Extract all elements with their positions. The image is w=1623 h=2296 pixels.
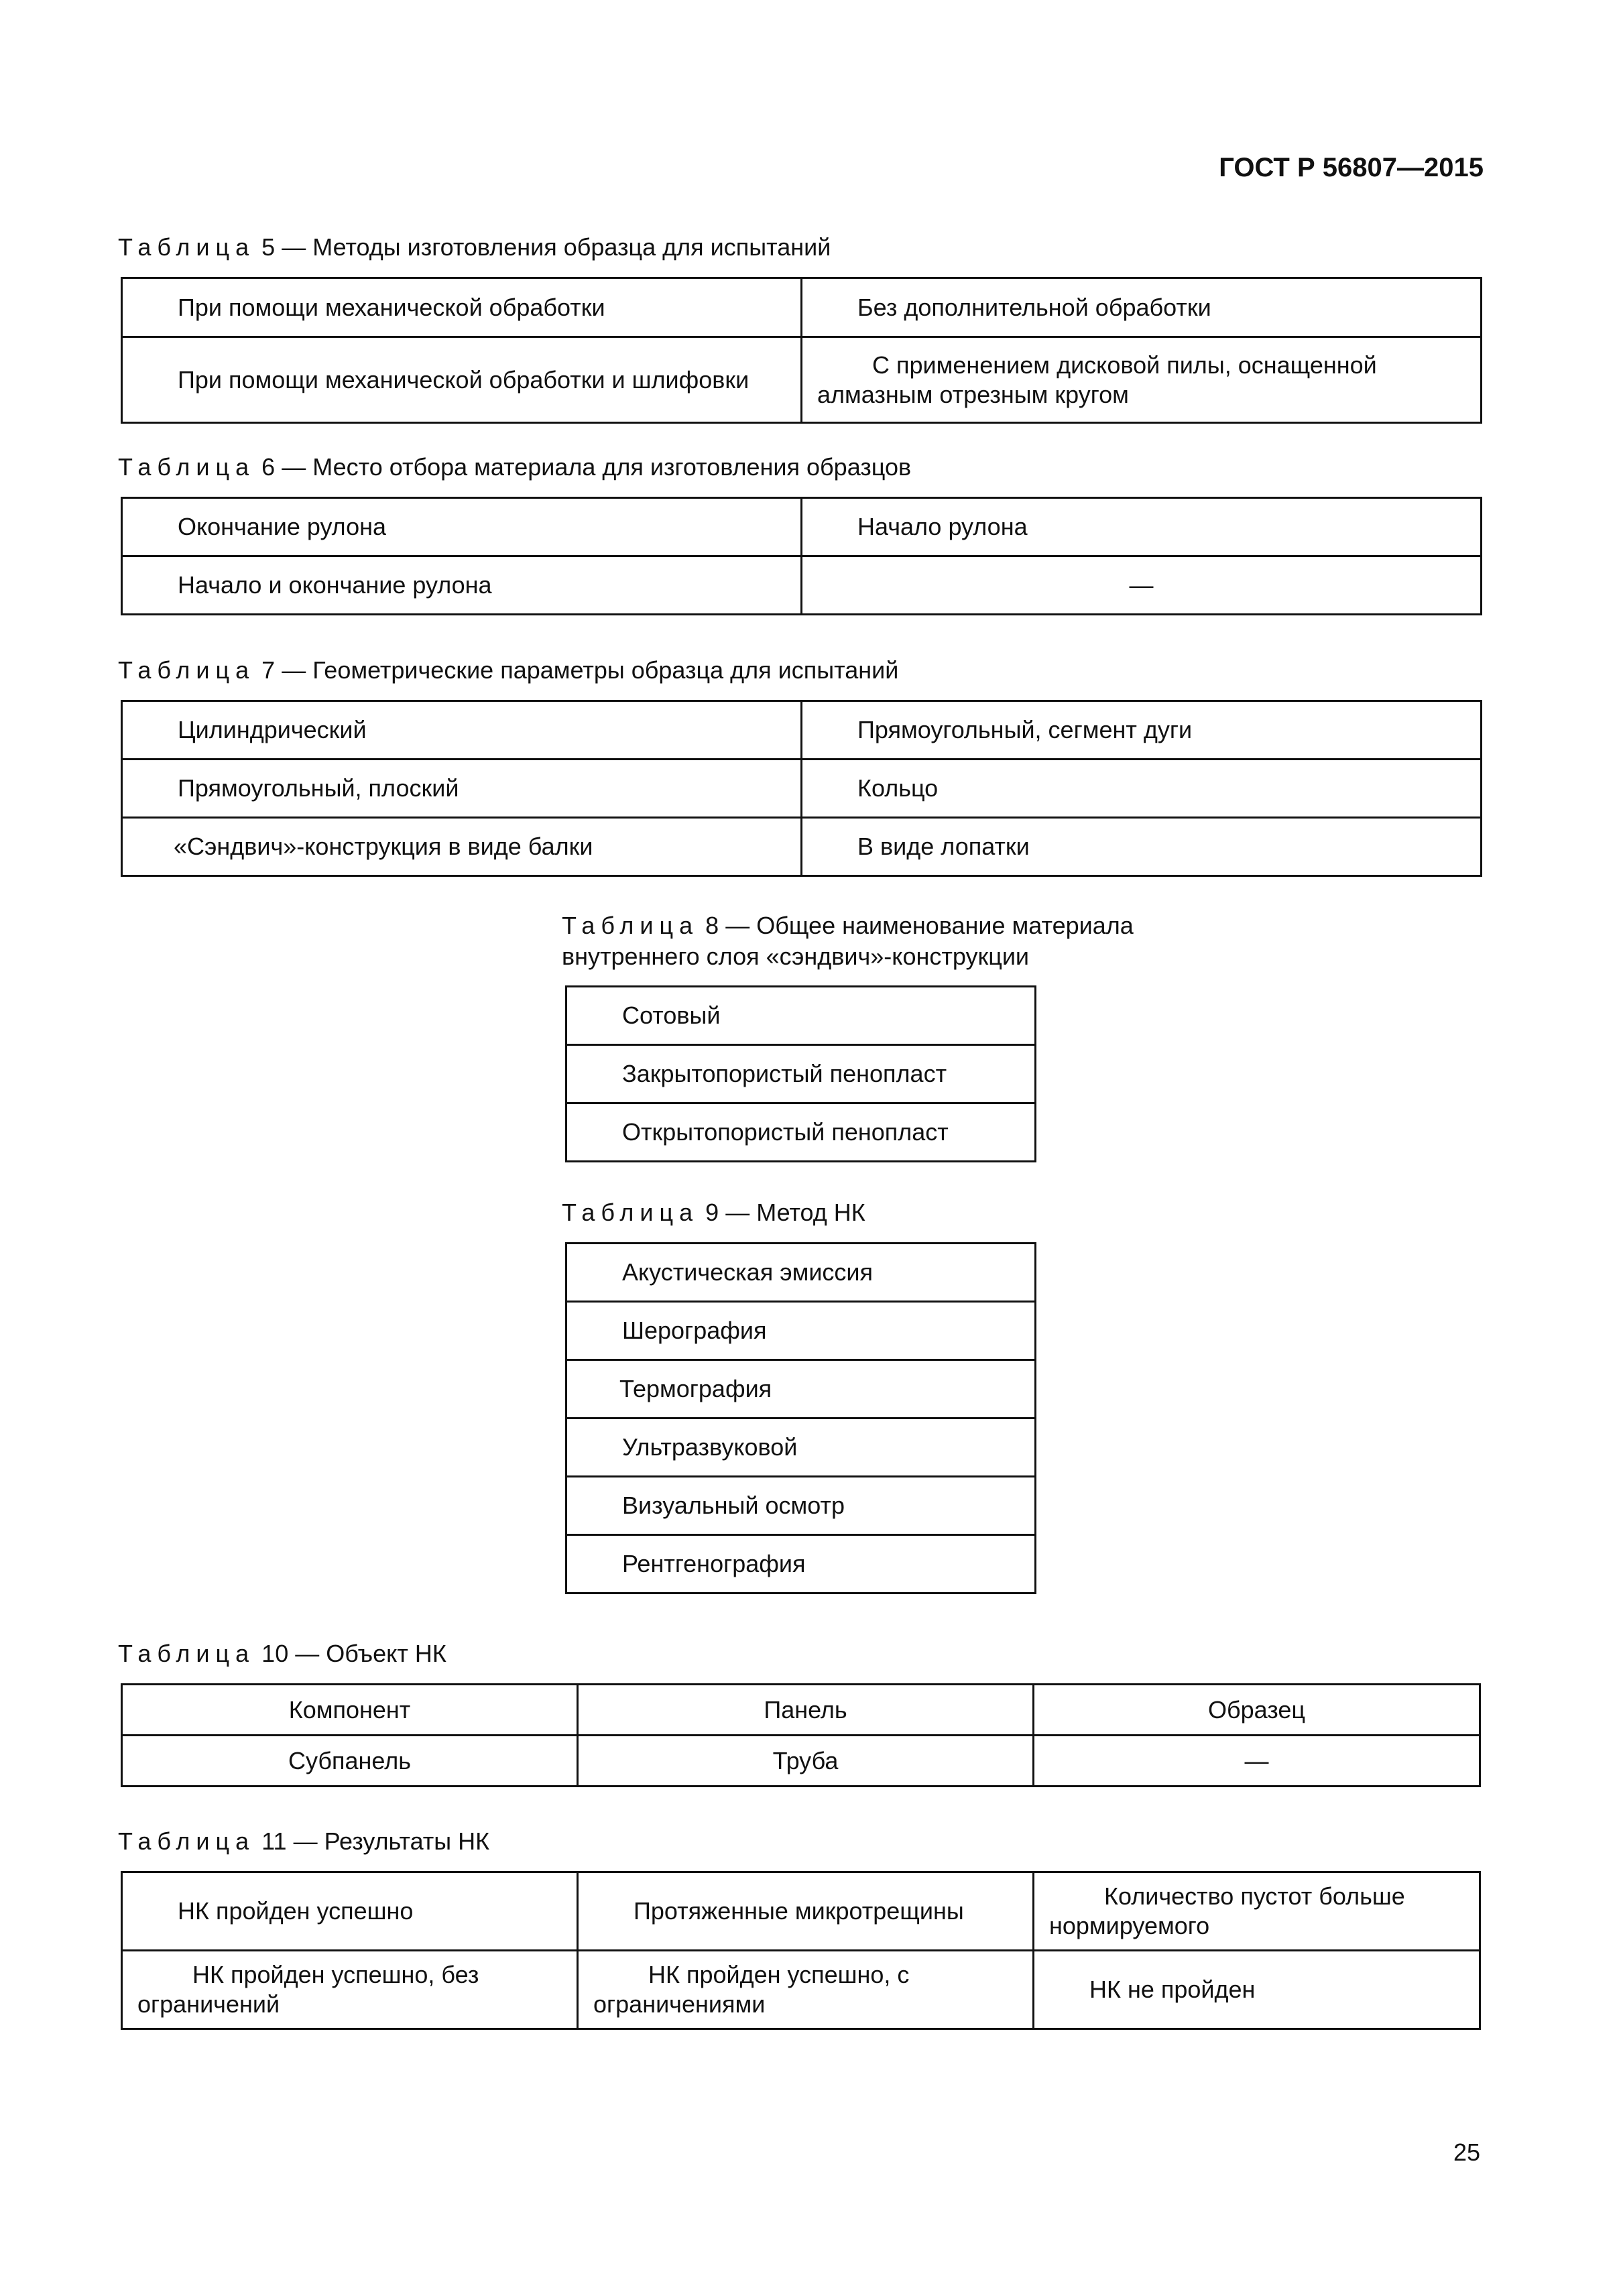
table-cell: Кольцо: [802, 760, 1482, 818]
table-7: [121, 700, 1482, 877]
table-cell: Закрытопористый пенопласт: [566, 1045, 1036, 1103]
table-header-cell: Образец: [1034, 1685, 1480, 1736]
table-8: [565, 985, 1036, 1162]
table-title: — Объект НК: [295, 1640, 446, 1667]
table-cell: В виде лопатки: [802, 818, 1482, 876]
table-cell: При помощи механической обработки: [122, 278, 802, 337]
table-row: [566, 1535, 1036, 1593]
table-cell: НК пройден успешно, без ограничений: [122, 1951, 578, 2029]
table-cell: Прямоугольный, плоский: [122, 760, 802, 818]
table-11-caption: [118, 1826, 489, 1857]
table-cell: НК пройден успешно: [122, 1872, 578, 1951]
table-title: — Методы изготовления образца для испытаний: [282, 233, 831, 261]
table-number: 5: [261, 233, 276, 261]
table-cell: Цилиндрический: [122, 701, 802, 760]
table-cell: Сотовый: [566, 987, 1036, 1045]
table-number: 6: [261, 453, 276, 481]
table-9-caption: [562, 1197, 865, 1228]
table-row: [566, 1418, 1036, 1477]
table-row: [566, 1244, 1036, 1302]
table-number: 10: [261, 1640, 289, 1667]
table-row: [122, 1736, 1480, 1787]
table-6-caption: [118, 452, 911, 483]
table-8-caption: [562, 910, 1134, 972]
table-10: [121, 1683, 1481, 1787]
table-cell: Акустическая эмиссия: [566, 1244, 1036, 1302]
table-label: Таблица: [118, 1640, 255, 1667]
table-number: 7: [261, 656, 276, 684]
table-title: — Геометрические параметры образца для испытаний: [282, 656, 899, 684]
table-row: [566, 987, 1036, 1045]
table-cell: НК пройден успешно, с ограничениями: [578, 1951, 1034, 2029]
table-label: Таблица: [118, 453, 255, 481]
table-cell: Начало рулона: [802, 498, 1482, 556]
table-cell: Прямоугольный, сегмент дуги: [802, 701, 1482, 760]
table-title-line2: внутреннего слоя «сэндвич»-конструкции: [562, 943, 1030, 970]
table-row: [122, 1685, 1480, 1736]
table-cell: Открытопористый пенопласт: [566, 1103, 1036, 1162]
table-cell: С применением дисковой пилы, оснащенной алмазным отрезным кругом: [802, 337, 1482, 423]
table-number: 8: [705, 912, 719, 939]
table-label: Таблица: [118, 233, 255, 261]
table-cell: Субпанель: [122, 1736, 578, 1787]
table-row: [122, 498, 1482, 556]
table-row: [566, 1103, 1036, 1162]
table-cell: Ультразвуковой: [566, 1418, 1036, 1477]
table-label: Таблица: [562, 912, 699, 939]
table-cell: Термография: [566, 1360, 1036, 1418]
table-title: — Метод НК: [725, 1199, 865, 1226]
document-code: ГОСТ Р 56807—2015: [1219, 153, 1484, 182]
table-row: [122, 556, 1482, 615]
table-cell: При помощи механической обработки и шлифовки: [122, 337, 802, 423]
table-label: Таблица: [118, 656, 255, 684]
table-cell: Шерография: [566, 1302, 1036, 1360]
table-cell: Количество пустот больше нормируемого: [1034, 1872, 1480, 1951]
table-row: [566, 1360, 1036, 1418]
table-9: [565, 1242, 1036, 1594]
table-label: Таблица: [562, 1199, 699, 1226]
table-header-cell: Панель: [578, 1685, 1034, 1736]
table-11: [121, 1871, 1481, 2030]
table-label: Таблица: [118, 1827, 255, 1855]
table-cell: Труба: [578, 1736, 1034, 1787]
table-cell: Начало и окончание рулона: [122, 556, 802, 615]
table-5: [121, 277, 1482, 424]
table-row: [566, 1302, 1036, 1360]
table-6: [121, 497, 1482, 615]
table-cell: —: [1034, 1736, 1480, 1787]
table-row: [566, 1045, 1036, 1103]
table-cell: Протяженные микротрещины: [578, 1872, 1034, 1951]
table-cell: НК не пройден: [1034, 1951, 1480, 2029]
table-row: [122, 1951, 1480, 2029]
table-number: 9: [705, 1199, 719, 1226]
table-title: — Общее наименование материала: [725, 912, 1134, 939]
table-row: [122, 337, 1482, 423]
table-title: — Результаты НК: [293, 1827, 490, 1855]
table-row: [122, 760, 1482, 818]
table-number: 11: [261, 1827, 287, 1855]
table-row: [122, 818, 1482, 876]
table-cell: Окончание рулона: [122, 498, 802, 556]
table-row: [122, 278, 1482, 337]
page-number: 25: [1453, 2138, 1480, 2166]
table-title: — Место отбора материала для изготовления образцов: [282, 453, 912, 481]
table-5-caption: [118, 232, 831, 263]
table-cell: «Сэндвич»-конструкция в виде балки: [122, 818, 802, 876]
table-cell: Рентгенография: [566, 1535, 1036, 1593]
table-cell: —: [802, 556, 1482, 615]
table-10-caption: [118, 1638, 446, 1669]
table-cell: Без дополнительной обработки: [802, 278, 1482, 337]
table-row: [122, 701, 1482, 760]
table-cell: Визуальный осмотр: [566, 1477, 1036, 1535]
table-7-caption: [118, 655, 898, 686]
table-row: [122, 1872, 1480, 1951]
table-header-cell: Компонент: [122, 1685, 578, 1736]
table-row: [566, 1477, 1036, 1535]
